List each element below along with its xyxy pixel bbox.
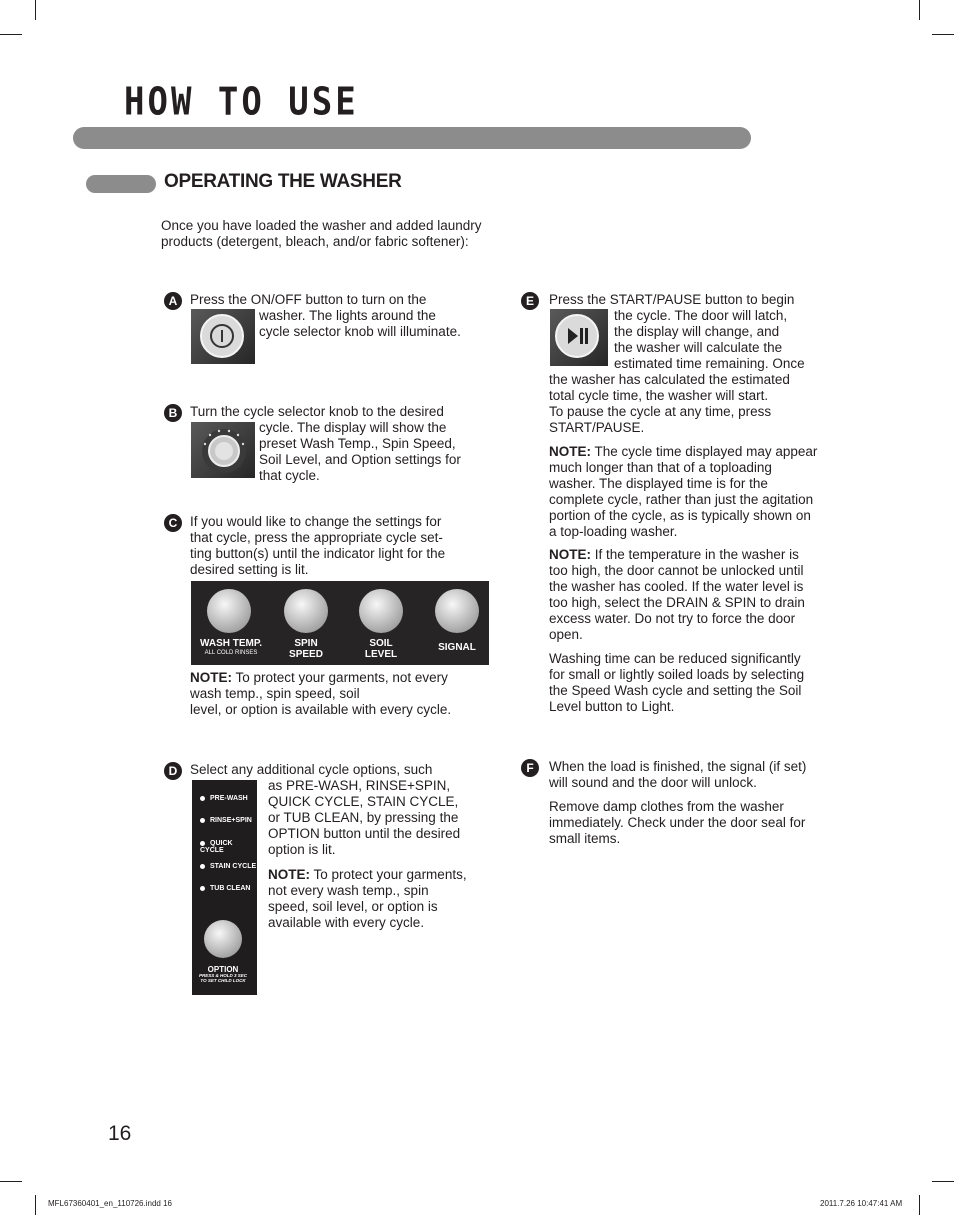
step-d-badge: D bbox=[164, 762, 182, 780]
step-c-note: NOTE: To protect your garments, not every wash temp., spin speed, soil level, or option is available with every cycle. bbox=[190, 670, 452, 717]
step-e-note-2: NOTE: If the temperature in the washer is too high, the door cannot be unlocked until the washer has cooled. If the water level is too high, select the DRAIN & SPIN to drain excess water. Do not try to force the door open. bbox=[549, 547, 805, 642]
step-c-badge: C bbox=[164, 514, 182, 532]
settings-panel-image bbox=[191, 581, 489, 665]
soil-label-2: LEVEL bbox=[364, 649, 398, 660]
spin-label-1: SPIN bbox=[294, 638, 318, 649]
option-sublabel-1: PRESS & HOLD 3 SEC bbox=[198, 973, 247, 978]
play-pause-icon bbox=[550, 309, 608, 366]
step-f-badge: F bbox=[521, 759, 539, 777]
power-button-image bbox=[191, 309, 255, 364]
option-pre-wash: PRE-WASH bbox=[200, 795, 248, 802]
step-a-text: Press the ON/OFF button to turn on the bbox=[190, 292, 427, 307]
page-title: HOW TO USE bbox=[124, 80, 359, 125]
crop-mark bbox=[0, 1181, 22, 1182]
step-b-text: Turn the cycle selector knob to the desired bbox=[190, 404, 444, 419]
option-sublabel-2: TO SET CHILD LOCK bbox=[200, 978, 246, 983]
footer-filename: MFL67360401_en_110726.indd 16 bbox=[48, 1199, 172, 1208]
step-b-text-wrap: cycle. The display will show the preset Wash Temp., Spin Speed, Soil Level, and Option settings for that cycle. bbox=[259, 420, 461, 483]
step-c-text: If you would like to change the settings for that cycle, press the appropriate cycle set- ting button(s) until the indicator light for the desired setting is lit. bbox=[190, 514, 446, 577]
footer-timestamp: 2011.7.26 10:47:41 AM bbox=[820, 1199, 903, 1208]
option-quick-cycle: QUICK CYCLE bbox=[200, 840, 233, 854]
step-a-text-wrap: washer. The lights around the cycle selector knob will illuminate. bbox=[259, 308, 461, 339]
step-f-text: When the load is finished, the signal (if set) will sound and the door will unlock. bbox=[549, 759, 807, 790]
crop-mark bbox=[0, 34, 22, 35]
step-e-badge: E bbox=[521, 292, 539, 310]
step-a-badge: A bbox=[164, 292, 182, 310]
crop-mark bbox=[35, 1195, 36, 1215]
option-tub-clean: TUB CLEAN bbox=[200, 885, 250, 892]
wash-temp-label: WASH TEMP. bbox=[199, 638, 263, 649]
step-e-text-full: the washer has calculated the estimated total cycle time, the washer will start. To pause the cycle at any time, press START/PAUSE. bbox=[549, 372, 790, 435]
step-d-text-wrap: as PRE-WASH, RINSE+SPIN, QUICK CYCLE, STAIN CYCLE, or TUB CLEAN, by pressing the OPTION button until the desired option is lit. bbox=[268, 778, 461, 857]
crop-mark bbox=[932, 1181, 954, 1182]
knob-icon bbox=[191, 422, 255, 478]
step-e-paragraph: Washing time can be reduced significantly for small or lightly soiled loads by selecting the Speed Wash cycle and setting the Soil Level button to Light. bbox=[549, 651, 805, 714]
section-title: OPERATING THE WASHER bbox=[164, 171, 402, 192]
crop-mark bbox=[35, 0, 36, 20]
signal-label: SIGNAL bbox=[438, 642, 476, 653]
crop-mark bbox=[932, 34, 954, 35]
section-pill bbox=[86, 175, 156, 193]
step-d-text: Select any additional cycle options, such bbox=[190, 762, 433, 777]
step-b-badge: B bbox=[164, 404, 182, 422]
crop-mark bbox=[919, 0, 920, 20]
step-d-note: NOTE: To protect your garments, not every wash temp., spin speed, soil level, or option is available with every cycle. bbox=[268, 867, 467, 930]
page-number: 16 bbox=[108, 1122, 132, 1145]
header-bar bbox=[73, 127, 751, 149]
intro-text: Once you have loaded the washer and added laundry products (detergent, bleach, and/or fabric softener): bbox=[161, 218, 482, 249]
spin-label-2: SPEED bbox=[289, 649, 323, 660]
soil-label-1: SOIL bbox=[369, 638, 393, 649]
option-rinse-spin: RINSE+SPIN bbox=[200, 817, 252, 824]
option-panel-image bbox=[192, 780, 257, 995]
step-f-paragraph: Remove damp clothes from the washer immediately. Check under the door seal for small items. bbox=[549, 799, 806, 846]
step-e-text: Press the START/PAUSE button to begin bbox=[549, 292, 795, 307]
step-e-note-1: NOTE: The cycle time displayed may appear much longer than that of a toploading washer. The displayed time is for the complete cycle, rather than just the agitation portion of the cycle, as is typically shown on a top-loading washer. bbox=[549, 444, 818, 539]
power-icon bbox=[191, 309, 255, 364]
wash-temp-sublabel: ALL COLD RINSES bbox=[204, 650, 258, 656]
cycle-knob-image bbox=[191, 422, 255, 478]
crop-mark bbox=[919, 1195, 920, 1215]
option-button-label: OPTION bbox=[207, 965, 239, 974]
start-pause-button-image bbox=[550, 309, 608, 366]
option-stain-cycle: STAIN CYCLE bbox=[200, 863, 256, 870]
step-e-text-wrap: the cycle. The door will latch, the display will change, and the washer will calculate the estimated time remaining. Once bbox=[614, 308, 805, 371]
